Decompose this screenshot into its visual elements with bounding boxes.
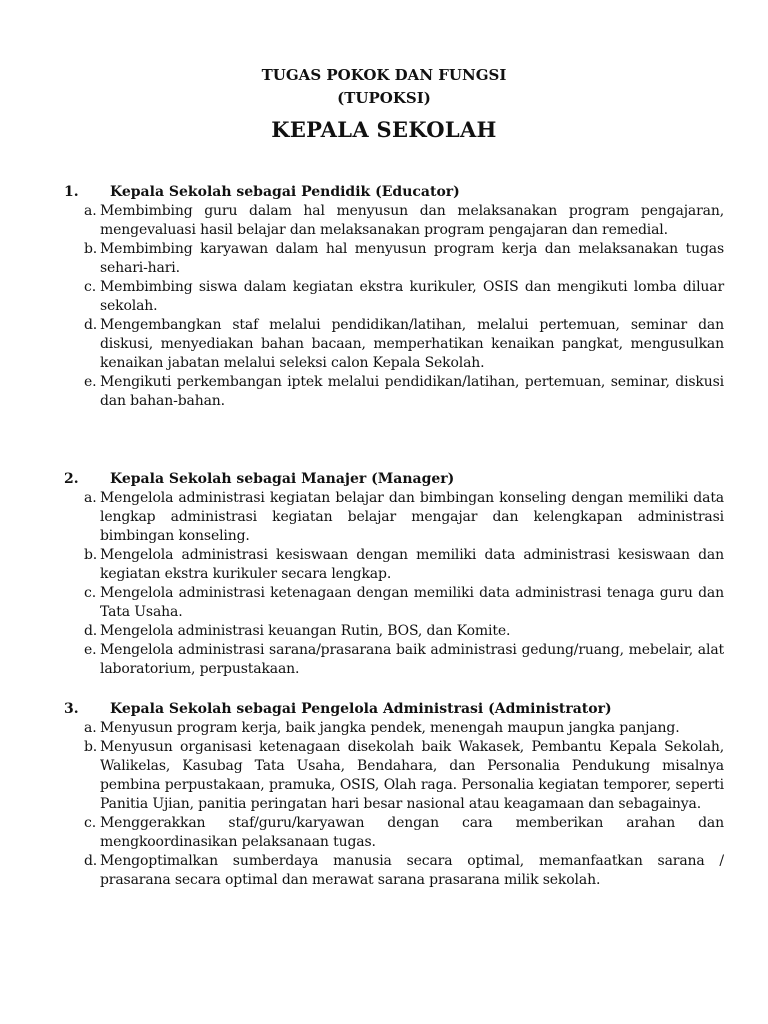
section-title: Kepala Sekolah sebagai Manajer (Manager) xyxy=(110,471,455,487)
section-title: Kepala Sekolah sebagai Pendidik (Educator) xyxy=(110,184,460,200)
item-marker: b. xyxy=(84,241,98,257)
section-educator xyxy=(64,183,724,411)
item-marker: d. xyxy=(84,853,98,869)
item-marker: c. xyxy=(84,815,96,831)
section-heading xyxy=(64,183,724,202)
section-number: 1. xyxy=(64,184,79,200)
item-text: Menggerakkan staf/guru/karyawan dengan cara memberikan arahan dan mengkoordinasikan pelaksanaan tugas. xyxy=(100,815,724,850)
item-marker: e. xyxy=(84,374,97,390)
item-text: Mengelola administrasi kesiswaan dengan memiliki data administrasi kesiswaan dan kegiatan ekstra kurikuler secara lengkap. xyxy=(100,547,724,582)
item-text: Membimbing karyawan dalam hal menyusun program kerja dan melaksanakan tugas sehari-hari. xyxy=(100,241,724,276)
item-list xyxy=(64,489,724,679)
section-manager xyxy=(64,470,724,679)
item-marker: b. xyxy=(84,547,98,563)
item-text: Membimbing guru dalam hal menyusun dan melaksanakan program pengajaran, mengevaluasi hasil belajar dan melaksanakan program pengajaran dan remedial. xyxy=(100,203,724,238)
item-marker: c. xyxy=(84,585,96,601)
item-marker: d. xyxy=(84,623,98,639)
item-marker: a. xyxy=(84,720,97,736)
list-item xyxy=(64,584,724,622)
list-item xyxy=(64,240,724,278)
item-marker: e. xyxy=(84,642,97,658)
item-text: Menyusun organisasi ketenagaan disekolah baik Wakasek, Pembantu Kepala Sekolah, Walikelas, Kasubag Tata Usaha, Bendahara, dan Personalia Pendukung misalnya pembina perpustakaan, pramuka, OSIS, Olah raga. Personalia kegiatan temporer, seperti Panitia Ujian, panitia peringatan hari besar nasional atau keagamaan dan sebagainya. xyxy=(100,739,724,812)
item-text: Mengelola administrasi kegiatan belajar dan bimbingan konseling dengan memiliki data lengkap administrasi kegiatan belajar mengajar dan kelengkapan administrasi bimbingan konseling. xyxy=(100,490,724,544)
list-item xyxy=(64,622,724,641)
item-text: Mengelola administrasi sarana/prasarana baik administrasi gedung/ruang, mebelair, alat laboratorium, perpustakaan. xyxy=(100,642,724,677)
item-marker: b. xyxy=(84,739,98,755)
section-number: 3. xyxy=(64,701,79,717)
list-item xyxy=(64,641,724,679)
item-text: Mengembangkan staf melalui pendidikan/latihan, melalui pertemuan, seminar dan diskusi, menyediakan bahan bacaan, memperhatikan kenaikan pangkat, mengusulkan kenaikan jabatan melalui seleksi calon Kepala Sekolah. xyxy=(100,317,724,371)
doc-title-main: KEPALA SEKOLAH xyxy=(271,117,497,142)
section-heading xyxy=(64,700,724,719)
item-list xyxy=(64,202,724,411)
list-item xyxy=(64,814,724,852)
section-number: 2. xyxy=(64,471,79,487)
list-item xyxy=(64,316,724,373)
list-item xyxy=(64,546,724,584)
item-marker: a. xyxy=(84,490,97,506)
list-item xyxy=(64,202,724,240)
item-text: Mengoptimalkan sumberdaya manusia secara optimal, memanfaatkan sarana / prasarana secara optimal dan merawat sarana prasarana milik sekolah. xyxy=(100,853,724,888)
item-marker: d. xyxy=(84,317,98,333)
list-item xyxy=(64,278,724,316)
section-title: Kepala Sekolah sebagai Pengelola Administrasi (Administrator) xyxy=(110,701,612,717)
item-list xyxy=(64,719,724,890)
list-item xyxy=(64,719,724,738)
item-text: Membimbing siswa dalam kegiatan ekstra kurikuler, OSIS dan mengikuti lomba diluar sekolah. xyxy=(100,279,724,314)
item-text: Menyusun program kerja, baik jangka pendek, menengah maupun jangka panjang. xyxy=(100,720,680,736)
list-item xyxy=(64,489,724,546)
item-text: Mengikuti perkembangan iptek melalui pendidikan/latihan, pertemuan, seminar, diskusi dan bahan-bahan. xyxy=(100,374,724,409)
item-text: Mengelola administrasi ketenagaan dengan memiliki data administrasi tenaga guru dan Tata Usaha. xyxy=(100,585,724,620)
section-administrator xyxy=(64,700,724,890)
item-marker: c. xyxy=(84,279,96,295)
section-heading xyxy=(64,470,724,489)
list-item xyxy=(64,373,724,411)
item-marker: a. xyxy=(84,203,97,219)
doc-title-line1: TUGAS POKOK DAN FUNGSI xyxy=(261,66,507,84)
list-item xyxy=(64,738,724,814)
doc-title-line2: (TUPOKSI) xyxy=(337,89,431,107)
list-item xyxy=(64,852,724,890)
item-text: Mengelola administrasi keuangan Rutin, BOS, dan Komite. xyxy=(100,623,511,639)
